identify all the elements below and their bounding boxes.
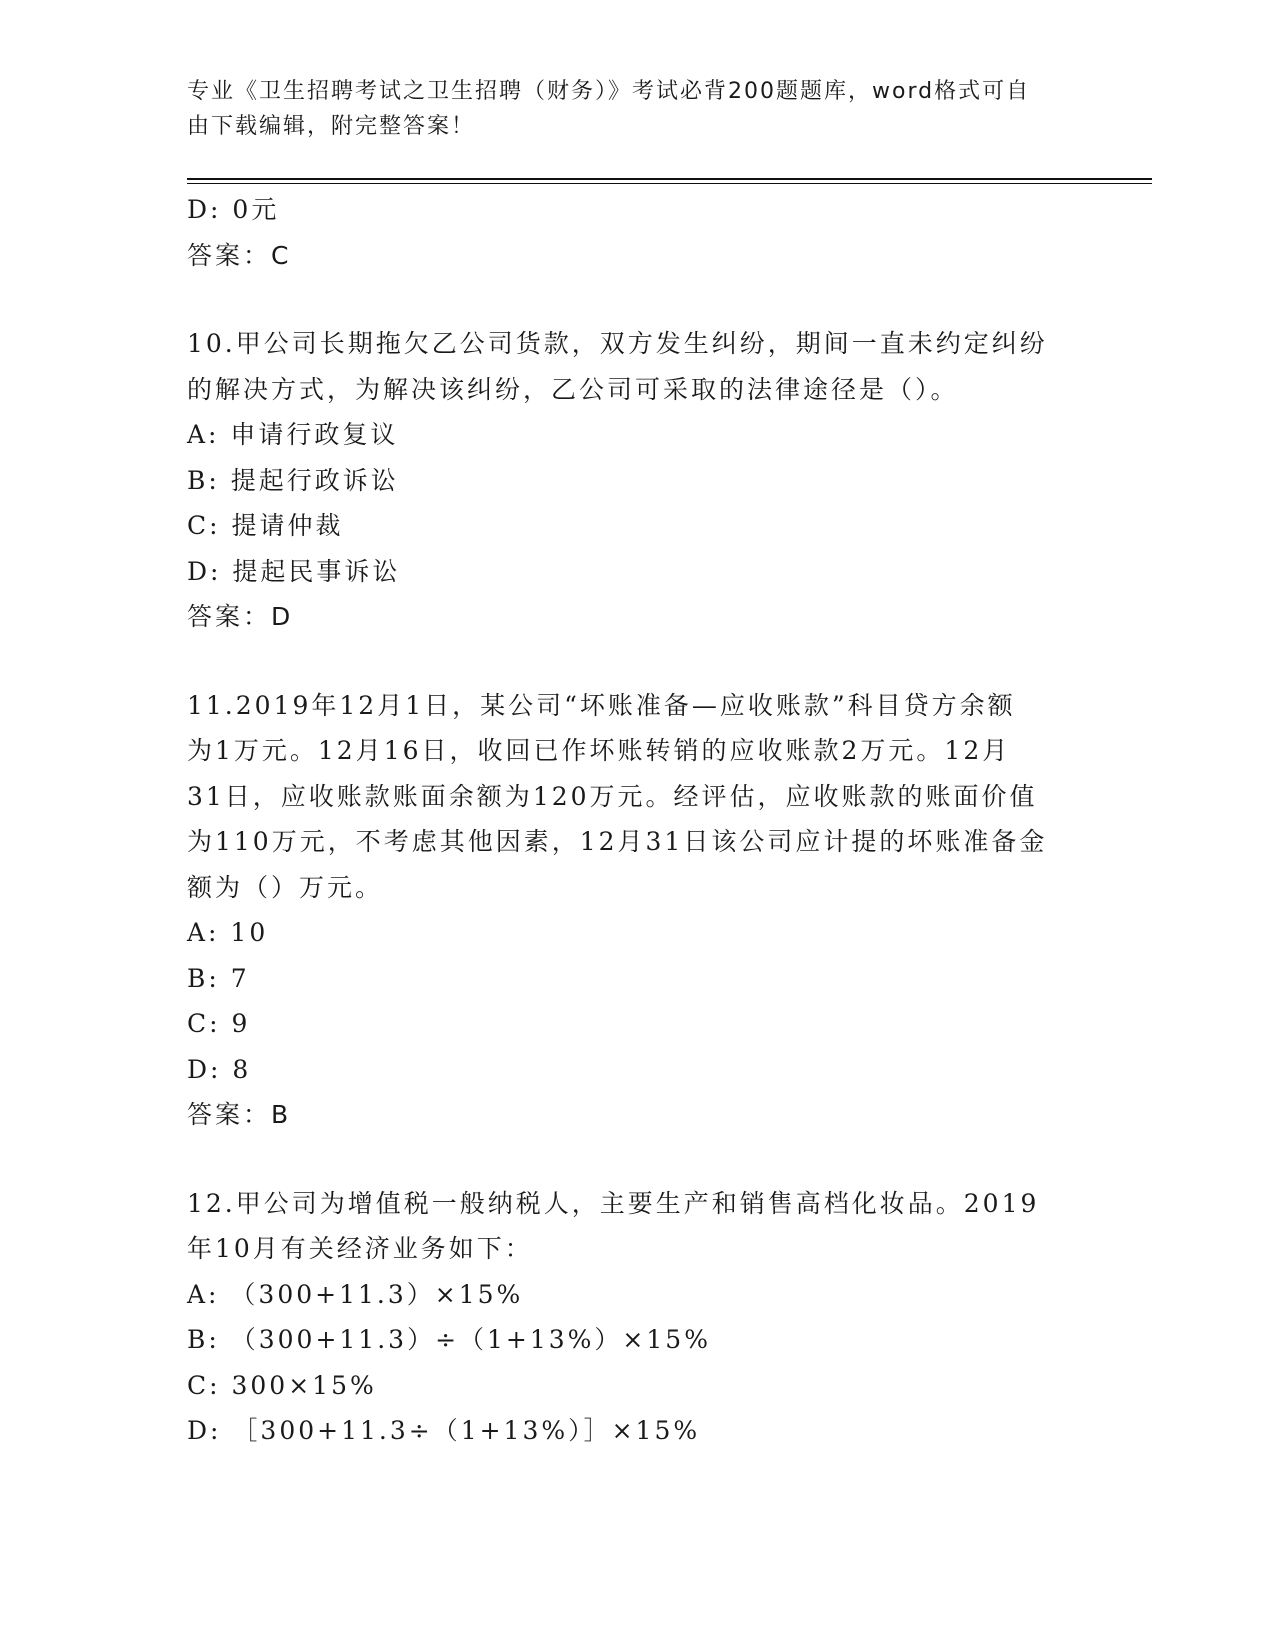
question-stem-line: 年10月有关经济业务如下： [187, 1234, 533, 1263]
option-c: C: 9 [187, 1009, 251, 1038]
question-stem-line: 12.甲公司为增值税一般纳税人，主要生产和销售高档化妆品。2019 [187, 1188, 1040, 1218]
option-d: D: ［300+11.3÷（1+13%）］×15% [187, 1416, 701, 1445]
question-11 [187, 683, 1087, 1138]
header-divider-thin [187, 183, 1152, 184]
question-stem-line: 31日，应收账款账面余额为120万元。经评估，应收账款的账面价值 [187, 781, 1038, 811]
question-12 [187, 1181, 1087, 1454]
option-d: D: 0元 [187, 195, 280, 224]
option-a: A: 申请行政复议 [187, 420, 399, 449]
question-stem-line: 10.甲公司长期拖欠乙公司货款，双方发生纠纷，期间一直未约定纠纷 [187, 329, 1048, 358]
option-d: D: 8 [187, 1054, 252, 1084]
option-c: C: 提请仲裁 [187, 511, 344, 540]
question-9-tail [187, 187, 1087, 278]
document-body [187, 187, 1087, 1454]
question-stem-line: 11.2019年12月1日，某公司“坏账准备—应收账款”科目贷方余额 [187, 690, 1016, 720]
option-b: B: 提起行政诉讼 [187, 465, 399, 495]
option-a: A: 10 [187, 918, 269, 947]
document-header [187, 74, 1067, 144]
header-line-2: 由下载编辑，附完整答案！ [187, 114, 476, 139]
question-stem-line: 的解决方式，为解决该纠纷，乙公司可采取的法律途径是（）。 [187, 374, 959, 404]
question-stem-line: 为110万元，不考虑其他因素，12月31日该公司应计提的坏账准备金 [187, 827, 1048, 856]
option-b: B: 7 [187, 963, 250, 993]
question-stem-line: 额为（）万元。 [187, 872, 384, 902]
answer-line: 答案：D [187, 602, 294, 631]
option-d: D: 提起民事诉讼 [187, 556, 401, 586]
answer-line: 答案：B [187, 1100, 292, 1129]
header-line-1: 专业《卫生招聘考试之卫生招聘（财务）》考试必背200题题库，word格式可自 [187, 79, 1031, 104]
question-10 [187, 321, 1087, 640]
option-a: A: （300+11.3）×15% [187, 1279, 524, 1309]
answer-line: 答案：C [187, 240, 292, 270]
option-b: B: （300+11.3）÷（1+13%）×15% [187, 1325, 711, 1354]
option-c: C: 300×15% [187, 1370, 377, 1400]
header-divider-thick [187, 178, 1152, 180]
question-stem-line: 为1万元。12月16日，收回已作坏账转销的应收账款2万元。12月 [187, 736, 1011, 765]
